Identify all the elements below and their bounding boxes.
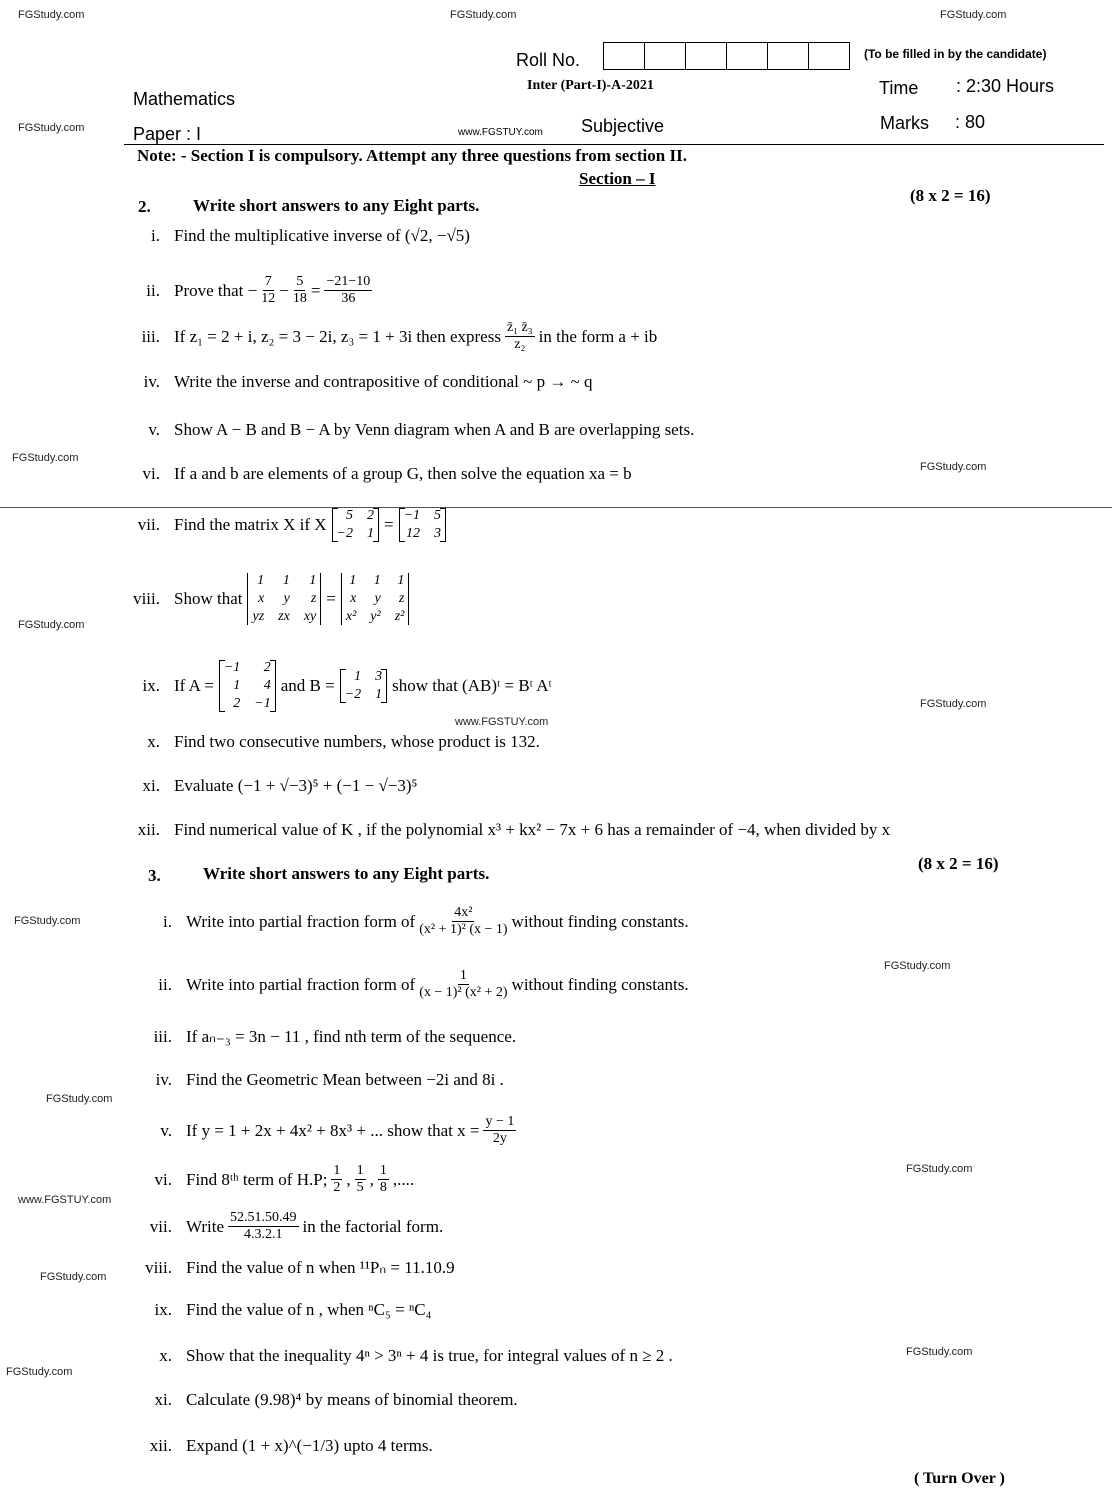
site-label: www.FGSTUY.com xyxy=(458,127,543,138)
turn-over: ( Turn Over ) xyxy=(914,1470,1005,1487)
section-title: Section – I xyxy=(579,169,656,188)
part-text: If aₙ₋₃ = 3n − 11 , find nth term of the sequence. xyxy=(186,1027,517,1046)
matrix-cell: zx xyxy=(278,609,290,624)
matrix-cell: 1 xyxy=(397,573,405,588)
matrix-cell: x² xyxy=(345,609,357,624)
matrix xyxy=(219,660,276,712)
matrix-cell: y² xyxy=(370,609,381,624)
part-text: without finding constants. xyxy=(511,911,689,931)
matrix-cell: 1 xyxy=(309,573,317,588)
header-divider xyxy=(124,144,1104,145)
part-text: = xyxy=(383,515,394,534)
part-number: ii. xyxy=(146,280,160,300)
q2-number: 2. xyxy=(138,197,151,216)
numerator: 5 xyxy=(296,274,304,289)
question-part xyxy=(132,1390,518,1410)
part-text: Calculate (9.98)⁴ by means of binomial theorem. xyxy=(186,1390,518,1409)
part-number: x. xyxy=(147,732,160,751)
part-number: viii. xyxy=(145,1258,172,1277)
part-text: and B = xyxy=(280,676,335,695)
matrix-cell: z xyxy=(398,591,405,606)
question-part xyxy=(120,274,376,307)
question-part xyxy=(132,1210,443,1243)
fraction xyxy=(419,905,507,938)
part-text: = xyxy=(310,280,321,300)
determinant xyxy=(341,573,410,625)
matrix-cell: 5 xyxy=(345,508,353,523)
roll-no-label: Roll No. xyxy=(516,50,581,70)
part-text: Show that xyxy=(174,589,243,608)
watermark: FGStudy.com xyxy=(940,9,1007,21)
fraction xyxy=(419,968,507,1001)
watermark: www.FGSTUY.com xyxy=(455,716,549,728)
part-text: Find the value of n , when ⁿC₅ = ⁿC₄ xyxy=(186,1300,432,1319)
question-part xyxy=(120,508,451,542)
matrix-cell: x xyxy=(257,591,265,606)
matrix-cell: z² xyxy=(394,609,405,624)
matrix-cell: xy xyxy=(303,609,317,624)
matrix xyxy=(332,508,379,542)
subject: Mathematics xyxy=(133,89,236,109)
watermark: FGStudy.com xyxy=(18,122,85,134)
matrix-cell: −1 xyxy=(223,660,241,675)
part-text: without finding constants. xyxy=(511,974,689,994)
matrix-cell: y xyxy=(283,591,290,606)
fraction xyxy=(505,320,535,353)
numerator: 1 xyxy=(356,1163,364,1178)
part-number: ix. xyxy=(142,676,160,695)
part-number: vi. xyxy=(142,464,160,483)
matrix-cell: 2 xyxy=(263,660,271,675)
fraction xyxy=(355,1163,366,1196)
part-number: v. xyxy=(160,1120,172,1140)
question-part xyxy=(132,1163,414,1196)
matrix-cell: yz xyxy=(252,609,265,624)
watermark: FGStudy.com xyxy=(46,1093,113,1105)
fraction xyxy=(293,274,307,307)
part-number: vii. xyxy=(149,1216,172,1236)
denominator: 8 xyxy=(379,1180,387,1195)
watermark: FGStudy.com xyxy=(920,698,987,710)
q3-number: 3. xyxy=(148,866,161,885)
numerator: −21−10 xyxy=(326,274,371,289)
fraction xyxy=(378,1163,389,1196)
determinant xyxy=(247,573,321,625)
fraction xyxy=(261,274,275,307)
exam-title: Inter (Part-I)-A-2021 xyxy=(527,78,654,93)
matrix-cell: −2 xyxy=(336,526,353,541)
question-part xyxy=(120,573,414,625)
fraction xyxy=(331,1163,342,1196)
denominator: 18 xyxy=(292,291,307,306)
part-text: Show that the inequality 4ⁿ > 3ⁿ + 4 is true, for integral values of n ≥ 2 . xyxy=(186,1346,673,1365)
numerator: 1 xyxy=(333,1163,341,1178)
part-number: x. xyxy=(159,1346,172,1365)
matrix-cell: 1 xyxy=(257,573,265,588)
part-text: , xyxy=(346,1169,351,1189)
matrix-cell: 12 xyxy=(406,526,421,541)
part-text: Find two consecutive numbers, whose product is 132. xyxy=(174,732,540,751)
question-part xyxy=(120,732,540,752)
numerator: z̄₁ z̄₃ xyxy=(506,320,533,335)
paper: Paper : I xyxy=(133,124,202,144)
marks-label: Marks xyxy=(880,113,929,133)
part-text: If z₁ = 2 + i, z₂ = 3 − 2i, z₃ = 1 + 3i then express xyxy=(174,326,501,346)
denominator: (x² + 1)² (x − 1) xyxy=(419,922,508,937)
watermark: FGStudy.com xyxy=(450,9,517,21)
numerator: 4x² xyxy=(454,905,473,920)
note: Note: - Section I is compulsory. Attempt any three questions from section II. xyxy=(137,146,687,165)
roll-no-boxes[interactable] xyxy=(603,42,850,70)
part-number: i. xyxy=(151,226,160,245)
part-number: vi. xyxy=(154,1169,172,1189)
part-number: iv. xyxy=(155,1070,172,1089)
part-number: i. xyxy=(163,911,172,931)
matrix-cell: x xyxy=(350,591,357,606)
watermark: FGStudy.com xyxy=(906,1346,973,1358)
part-text: = xyxy=(326,589,336,608)
matrix-cell: 1 xyxy=(373,573,381,588)
denominator: z₂ xyxy=(514,337,526,352)
q2-marks: (8 x 2 = 16) xyxy=(910,186,991,205)
denominator: 2 xyxy=(333,1180,341,1195)
numerator: 1 xyxy=(379,1163,387,1178)
time-value: : 2:30 Hours xyxy=(956,76,1055,96)
question-part xyxy=(132,1258,455,1278)
watermark: FGStudy.com xyxy=(6,1366,73,1378)
part-number: ii. xyxy=(158,974,172,994)
watermark: FGStudy.com xyxy=(40,1271,107,1283)
part-text: Find numerical value of K , if the polynomial x³ + kx² − 7x + 6 has a remainder of −4, when divided by x xyxy=(174,820,891,839)
time-label: Time xyxy=(879,78,919,98)
part-text: Find the matrix X if X xyxy=(174,515,327,534)
matrix-cell: 4 xyxy=(263,678,271,693)
watermark: FGStudy.com xyxy=(884,960,951,972)
part-number: iii. xyxy=(141,326,160,346)
matrix-cell: 5 xyxy=(434,508,442,523)
watermark: FGStudy.com xyxy=(12,452,79,464)
matrix-cell: 1 xyxy=(233,678,241,693)
denominator: 5 xyxy=(356,1180,364,1195)
question-part xyxy=(132,1114,520,1147)
part-text: Write the inverse and contrapositive of conditional ~ p → ~ q xyxy=(174,372,593,391)
part-text: Evaluate (−1 + √−3)⁵ + (−1 − √−3)⁵ xyxy=(174,776,418,795)
matrix-cell: 2 xyxy=(366,508,374,523)
matrix-cell: 1 xyxy=(282,573,290,588)
denominator: 36 xyxy=(341,291,356,306)
part-text: Find the value of n when ¹¹Pₙ = 11.10.9 xyxy=(186,1258,455,1277)
question-part xyxy=(120,320,657,353)
part-text: Show A − B and B − A by Venn diagram when A and B are overlapping sets. xyxy=(174,420,695,439)
matrix xyxy=(340,669,387,703)
matrix-cell: −1 xyxy=(254,696,271,711)
part-text: ,.... xyxy=(392,1169,415,1189)
part-text: Write into partial fraction form of xyxy=(186,974,416,994)
q3-title: Write short answers to any Eight parts. xyxy=(203,864,490,883)
part-number: iii. xyxy=(153,1027,172,1046)
numerator: 7 xyxy=(264,274,272,289)
question-part xyxy=(120,372,593,392)
question-part xyxy=(120,420,694,440)
part-text: If y = 1 + 2x + 4x² + 8x³ + ... show that x = xyxy=(186,1120,480,1140)
watermark: FGStudy.com xyxy=(18,619,85,631)
part-text: Find the multiplicative inverse of (√2, −√5) xyxy=(174,226,470,245)
numerator: 1 xyxy=(459,968,467,983)
question-part xyxy=(132,905,689,938)
matrix-cell: 1 xyxy=(375,687,383,702)
part-text: Prove that − xyxy=(174,280,258,300)
matrix-cell: 1 xyxy=(366,526,374,541)
matrix-cell: 1 xyxy=(349,573,357,588)
matrix xyxy=(399,508,446,542)
question-part xyxy=(132,968,689,1001)
denominator: 2y xyxy=(492,1131,507,1146)
part-number: v. xyxy=(148,420,160,439)
part-text: If a and b are elements of a group G, then solve the equation xa = b xyxy=(174,464,632,483)
part-text: show that (AB)ᵗ = Bᵗ Aᵗ xyxy=(392,676,552,695)
matrix-cell: y xyxy=(374,591,381,606)
watermark: FGStudy.com xyxy=(920,461,987,473)
part-text: If A = xyxy=(174,676,214,695)
matrix-cell: 3 xyxy=(434,526,442,541)
watermark: FGStudy.com xyxy=(18,9,85,21)
part-number: xii. xyxy=(149,1436,172,1455)
matrix-cell: −2 xyxy=(344,687,362,702)
part-text: in the factorial form. xyxy=(302,1216,444,1236)
matrix-cell: −1 xyxy=(403,508,421,523)
matrix-cell: 1 xyxy=(354,669,362,684)
numerator: 52.51.50.49 xyxy=(230,1210,297,1225)
watermark: FGStudy.com xyxy=(906,1163,973,1175)
question-part xyxy=(132,1346,673,1366)
roll-note: (To be filled in by the candidate) xyxy=(864,47,1047,61)
part-text: Write into partial fraction form of xyxy=(186,911,416,931)
matrix-cell: z xyxy=(310,591,317,606)
part-text: Find the Geometric Mean between −2i and 8i . xyxy=(186,1070,504,1089)
denominator: 12 xyxy=(261,291,276,306)
question-part xyxy=(132,1070,504,1090)
fraction xyxy=(483,1114,516,1147)
part-number: xi. xyxy=(142,776,160,795)
part-text: Write xyxy=(186,1216,225,1236)
part-number: xii. xyxy=(137,820,160,839)
matrix-cell: 2 xyxy=(233,696,241,711)
watermark: FGStudy.com xyxy=(14,915,81,927)
part-text: Expand (1 + x)^(−1/3) upto 4 terms. xyxy=(186,1436,433,1455)
part-number: ix. xyxy=(154,1300,172,1319)
watermark: www.FGSTUY.com xyxy=(18,1194,112,1206)
part-number: xi. xyxy=(154,1390,172,1409)
fraction xyxy=(324,274,372,307)
question-part xyxy=(120,776,418,796)
part-text: , xyxy=(369,1169,374,1189)
question-part xyxy=(120,820,890,840)
paper-type: Subjective xyxy=(581,116,665,136)
q2-title: Write short answers to any Eight parts. xyxy=(193,196,480,215)
q3-marks: (8 x 2 = 16) xyxy=(918,854,999,873)
part-text: Find 8ᵗʰ term of H.P; xyxy=(186,1169,328,1189)
part-number: iv. xyxy=(143,372,160,391)
part-number: vii. xyxy=(137,515,160,534)
matrix-cell: 3 xyxy=(375,669,383,684)
numerator: y − 1 xyxy=(485,1114,515,1129)
denominator: (x − 1)² (x² + 2) xyxy=(419,985,508,1000)
question-part xyxy=(132,1027,516,1047)
part-text: in the form a + ib xyxy=(538,326,658,346)
marks-value: : 80 xyxy=(955,112,986,132)
denominator: 4.3.2.1 xyxy=(244,1227,283,1242)
part-number: viii. xyxy=(133,589,160,608)
question-part xyxy=(120,226,470,246)
question-part xyxy=(132,1436,433,1456)
part-text: − xyxy=(279,280,289,300)
fraction xyxy=(228,1210,299,1243)
question-part xyxy=(120,464,632,484)
question-part xyxy=(120,660,552,712)
question-part xyxy=(132,1300,432,1320)
